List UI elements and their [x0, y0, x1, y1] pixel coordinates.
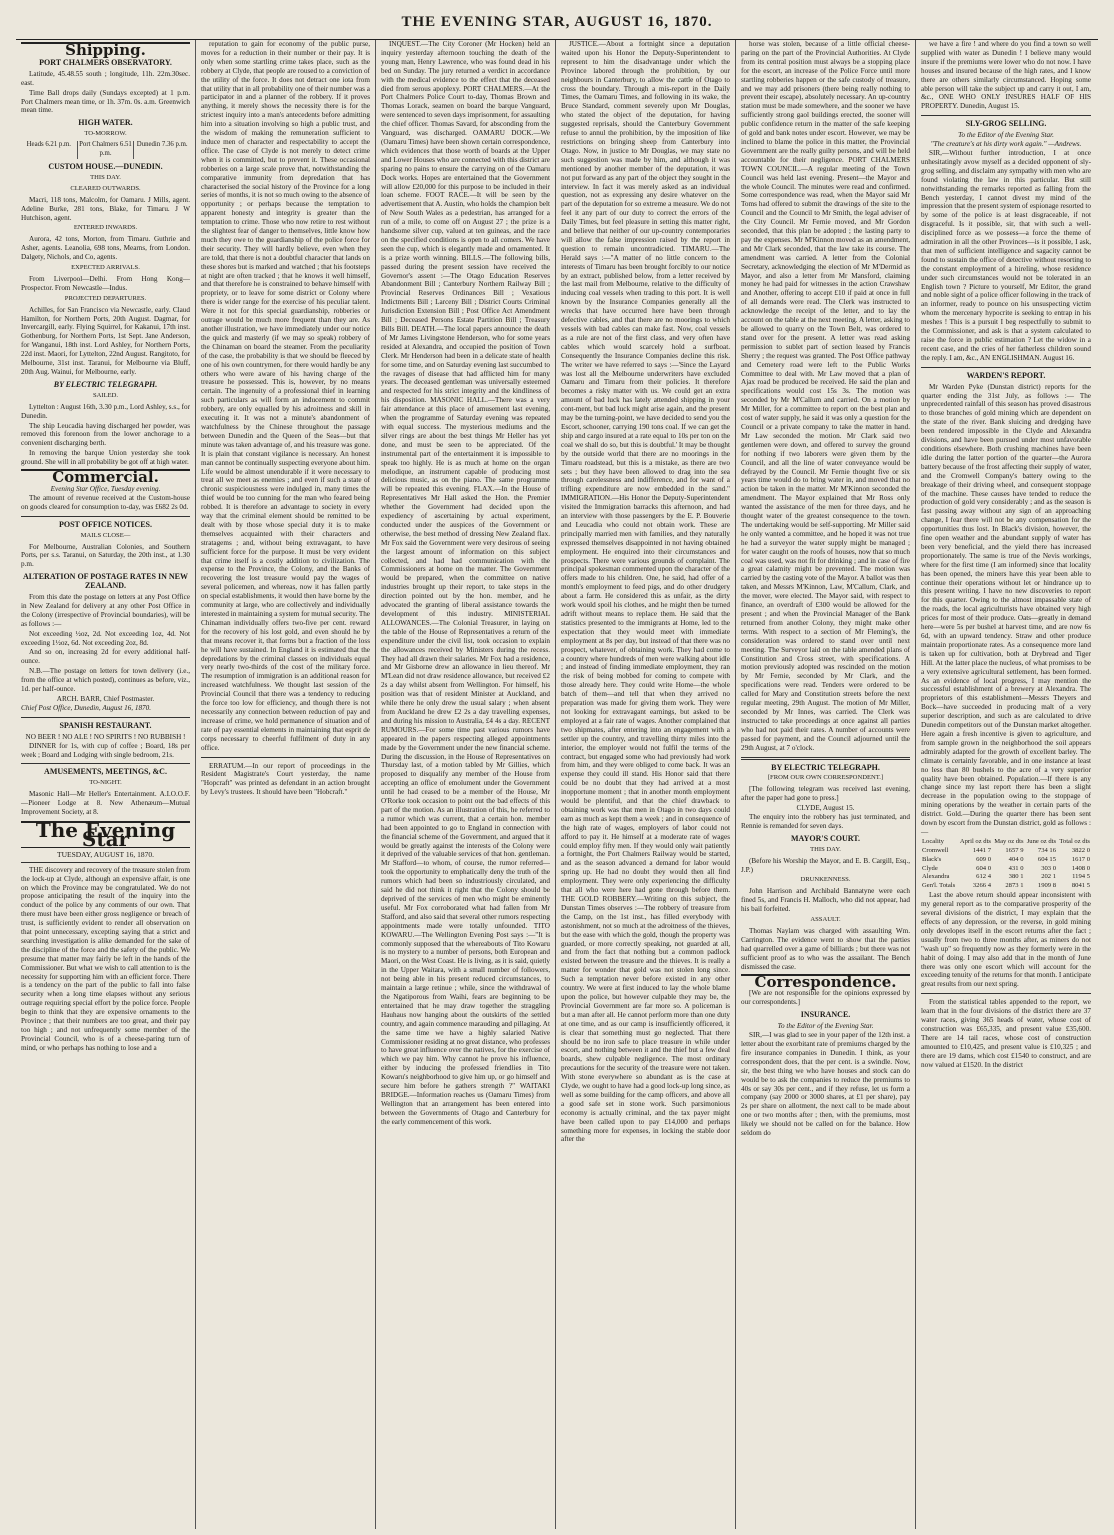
gold-table [921, 838, 1091, 891]
wardens-report-text: Mr Warden Pyke (Dunstan district) reports for the quarter ending the 31st July, as follows :— The unprecedented rainfall of this season has proved disastrous to those branches of gold mining which are dependent on the state of the river. Bank sluicing and dredging have been rendered impossible in the Clyde and Alexandra divisions, and have been pursued under most unfavorable conditions elsewhere. Both crushing machines have been idle during the latter portion of the quarter—the Aurora battery because of the frost affecting their supply of water, and the Cromwell Company's battery owing to the breakage of their driving wheel, and consequent stoppage of the machine. These causes have tended to reduce the production of gold very considerably ; and as the season is fast passing away without any sign of an approaching change, I fear there will not be any compensation for the opportunities thus lost. In Black's division, however, the fine open weather and the abundant supply of water has been very beneficial, and the yield there has increased proportionately. The same is true of the Nevis workings, where for the first time (I am informed) since that locality has been opened, the miners have this year been able to continue their operations without let or hindrance up to this present writing. I have no new discoveries to report for this quarter. Owing to the almost impassable state of the roads, the local agriculturists have obtained very high prices for most of their produce. Oats—greatly in demand here—were 5s per bushel at harvest time, and are now 6s 6d, with an upward tendency. Straw and other produce maintain proportionate rates. As a consequence more land is taken up for cultivation, both at Drybread and Tiger Hill. At the latter place the nucleus, of what promises to be a very extensive agricultural settlement, has been formed. As an evidence of local progress, I may mention the successful establishment of a brewery at Alexandra. The proprietors of this establishment—Messrs Theyers and Bock—have succeeded in producing malt of a very superior description, and such as are calculated to drive Dunedin competitors out of the Dunstan market altogether. Here again a fresh incentive is given to agriculture, and from sample grown in the neighborhood the soil appears admirably adapted for the growth of excellent barley. The climate is certainly favorable, and in one instance at least no less than 80 bushels to the acre of a very superior quality have been obtained. Population.—If there is any change since my last report there has been a slight decrease in the population owing to the stoppage of mining operations by the weather in certain parts of the district. Gold.—During the quarter there has been sent down by escort from the Dunstan district, gold as follows :— [921, 382, 1091, 836]
after-table-text: Last the above return should appear inconsistent with my general report as to the comparative prosperity of the several divisions of the district, I may explain that the effects of any depression, or the reverse, in gold mining only developes itself in the escort returns after the fact ; usually from two to three months after, as miners do not "wash up" so frequently now as they formerly were in the habit of doing. I may also add that in the month of June there was only one escort which will account for the exceeding tenuity of the returns for that month. I anticipate great results from our next spring. [921, 891, 1091, 989]
statistics-text: From the statistical tables appended to the report, we learn that in the four divisions of the district there are 37 water races, giving 365 heads of water, whose cost of construction was £65,335, and present value £35,600. There are 14 tail races, whose cost of construction amounted to £10,425, and present value is £10,325 ; and there are 19 dams, which cost £1540 to construct, and are now valued at £1520. In the district [921, 998, 1091, 1069]
divider [921, 993, 1091, 994]
sly-grog-heading: SLY-GROG SELLING. [965, 119, 1047, 129]
this-day-label: THIS DAY. [90, 173, 121, 181]
table-cell: Black's [922, 855, 942, 863]
table-cell: 8041 5 [1071, 882, 1090, 890]
table-cell: 202 1 [1041, 873, 1057, 881]
table-row [921, 865, 1091, 874]
tide-heads: Heads 6.21 p.m. [21, 141, 78, 159]
table-cell: 3822 0 [1071, 846, 1090, 854]
expected-text: From Liverpool—Delhi. From Hong Kong—Prospector. From Newcastle—Indus. [21, 274, 190, 292]
divider [921, 115, 1091, 116]
telegram-note: [The following telegram was received last evening, after the paper had gone to press.] [741, 785, 910, 803]
this-day-label-2: THIS DAY. [810, 845, 841, 853]
postage-heading: ALTERATION OF POSTAGE RATES IN NEW ZEALAND. [23, 572, 188, 591]
divider [21, 717, 190, 718]
custom-house-heading: CUSTOM HOUSE.—DUNEDIN. [48, 161, 163, 171]
leading-article: THE discovery and recovery of the treasure stolen from the lock-up at Clyde, although an expensive affair, is one on which the Province may be congratulated. We do not propose anticipating the result of the inquiry into the conduct of the police by any comments of our own. That there must have been either gross negligence or breach of trust, is sufficiently evident to render all observation on that point unnecessary, excepting saying that a strict and searching investigation is alike demanded for the sake of the discipline of the force and the safety of the public. We presume that matter may fairly be left in the hands of the Commissioner. But what we wish to call attention to is the necessity for supporting him with an efficient force. There is a tendency on the part of the public to fall into false security when a long time elapses without any serious outrage requiring special effort by the police force. People begin to think that they are expensive ornaments to the Province ; that their numbers are too great, and their pay too high ; and not unfrequently some member of the Provincial Council, who is of a cheese-paring turn of mind, or who perhaps has nothing to lose and a [21, 865, 190, 1052]
column-3 [376, 40, 556, 1529]
correspondence-heading: Correspondence. [741, 974, 910, 987]
divider [741, 757, 910, 760]
table-header-cell: Locality [922, 837, 944, 845]
table-cell: 612 4 [976, 873, 991, 881]
table-cell: 3266 4 [972, 882, 991, 890]
table-cell: 303 0 [1041, 864, 1057, 872]
table-cell: 734 16 [1037, 846, 1057, 854]
masthead: THE EVENING STAR, AUGUST 16, 1870. [16, 14, 1098, 40]
table-cell: 404 0 [1008, 855, 1024, 863]
amusements-heading: AMUSEMENTS, MEETINGS, &C. [44, 767, 167, 777]
removing-text: In removing the barque Union yesterday she took ground. She will in all probability be got off at high water. [21, 449, 190, 467]
rates-text: Not exceeding ½oz, 2d. Not exceeding 1oz, 4d. Not exceeding 1½oz, 6d. Not exceeding 2oz, 8d. [21, 629, 190, 647]
table-cell: 1909 8 [1037, 882, 1057, 890]
table-header-cell: June oz dts [1026, 837, 1057, 845]
table-cell: 2873 1 [1005, 882, 1024, 890]
local-news-text: INQUEST.—The City Coroner (Mr Hocken) held an inquiry yesterday afternoon touching the death of the young man, Henry Lawrence, who was found dead in his bed on Sunday. The jury returned a verdict in accordance with the medical evidence to the effect that the deceased died from serous apoplexy. PORT CHALMERS.—At the Port Chalmers Police Court to-day, Thomas Brown and Thomas Lorack, seamen on board the barque Vanguard, were sentenced to seven days imprisonment, for assaulting the chief officer. Thomas Savard, for absconding from the Vanguard, was discharged. OAMARU DOCK.—We (Oamaru Times) have been shown certain correspondence, which evidences that those worth of boards at the Upper and Lower Houses who are connected with this district are sparing no pains to ensure the carrying on of the Oamaru Dock works. Hopes are entertained that the Government will allow £20,000 for this purpose to be included in their loan scheme. FOOT RACE.—It will be seen by the advertisement that A. Austin, who holds the champion belt of New South Wales as a pedestrian, has arranged for a run of a mile, to come off on August 27 ; the prize is a handsome silver cup, valued at ten guineas, and the race on the specified conditions is open to all comers. We have seen the cup, which is elegantly made and ornamented. It is a prize worth winning. BILLS.—The following bills, passed during the present session have received the Governor's assent :—The Otago Education Reserves Abandonment Bill ; Canterbury Northern Railway Bill ; Provincial Reserves Ordinances Bill ; Vexatious Indictments Bill ; Larceny Bill ; District Courts Criminal Jurisdiction Extension Bill ; Post Office Act Amendment Bill ; Deceased Persons Estate Partition Bill ; Treasury Bills Bill. DEATH.—The local papers announce the death of Mr James Livingstone Henderson, who for some years resided at Alexandra, and occupied the position of Town Clerk. Mr Henderson had been in a delicate state of health for some time, and on Saturday evening last succumbed to the ravages of disease that had afflicted him for many years. The deceased gentleman was universally esteemed and respected for his strict integrity and the kindliness of his disposition. MASONIC HALL.—There was a very fair attendance at this place of amusement last evening, when the programme of Saturday evening was repeated with equal success. The mysterious mediums and the silver rings are about the best things Mr Heller has yet done, and must be seen to be appreciated. Of the instrumental part of the entertainment it is impossible to speak too highly. He is as much at home on the organ melodique, an instrument capable of producing most delicious music, as on the piano. The same programme will be repeated this evening. FLAX.—In the House of Representatives Mr Hall asked the Hon. the Premier whether the Government had decided upon the expediency of ascertaining by actual experiment, conducted under the auspices of the Government or otherwise, the best method of dressing New Zealand flax. Mr Fox said the Government were very desirous of seeing the largest amount of information on this subject collected, and had had communication with the Commissioners at home on the matter. The Government would be prepared, when the committee on native industries brought up their report, to take steps in the direction pointed out by the hon. member, and he advocated the granting of liberal assistance towards the development of this industry. MINISTERIAL ALLOWANCES.—The Colonial Treasurer, in laying on the table of the House of Representatives a return of the expenditure under the civil list, took occasion to explain the allowances received by Ministers during the recess. They had all drawn their salaries. Mr Fox had a residence, and Mr Gisborne drew an allowance in lieu thereof. Mr M'Lean did not draw residence allowance, but received £2 2s a day whilst absent from Wellington. For himself, his position was that of resident Minister at Auckland, and while there he only drew the usual salary ; when absent from Auckland he drew £2 2s a day travelling expenses, and during his mission to Australia, £4 4s a day. RECENT RUMOURS.—For some time past various rumors have appeared in the papers respecting alleged appointments made by the Government under the new financial scheme. During the discussion, in the House of Representatives on Thursday last, of a motion tabled by Mr Gillies, which proposed to disqualify any member of the House from accepting an office of emolument under the Government until he had ceased to be a member of the House, Mr O'Rorke took occasion to point out the bad effects of this part of the motion. As an illustration of this, he referred to a rumor which was current, that a certain hon. member had been appointed to go to England in connection with the financial scheme of the Government, and argued that it would be greatly against the interests of the Colony were it deprived of the valuable services of that hon. gentleman. Mr Stafford—to whom, of course, the rumor referred—took the opportunity to emphatically deny the truth of the rumors which had been so industriously circulated, and said he did not think it right that the Colony should be deprived of the services of men who might be eminently useful. Mr Fox corroborated what had fallen from Mr Stafford, and also said that several other rumors respecting appointments made were totally unfounded. TITO KOWARU.—The Wellington Evening Post says :—"It is commonly supposed that the whereabouts of Tito Kowaru is no mystery to a number of persons, both European and Maori, on the West Coast. He is living, as it is said, quietly in the Upper Waitara, with a small number of followers, not being able in his present reduced circumstances, to maintain a large retinue ; while, since the withdrawal of the Ngatiporous from Waihi, fears are beginning to be entertained that he may draw together the straggling Hauhaus now hanging about the outskirts of the settled country, and again commence marauding and pillaging. At the same time we have a highly salaried Native Commissioner residing at no great distance, who professes to have great influence over the natives, for the exercise of which we pay him. Why cannot he prove his influence, either by inducing the professed friendlies in Tito Kowaru's neighborhood to give him up, or go himself and secure him before he gathers strength ?" WAITAKI BRIDGE.—Information reaches us (Oamaru Times) from Wellington that an arrangement has been entered into between the Governments of Otago and Canterbury for the early commencement of this work. [381, 40, 550, 1126]
own-correspondent: [FROM OUR OWN CORRESPONDENT.] [767, 774, 884, 782]
newspaper-nameplate: The Evening Star [21, 821, 190, 848]
restaurant-subheading: NO BEER ! NO ALE ! NO SPIRITS ! NO RUBBISH ! [25, 732, 186, 741]
table-cell: 1194 5 [1072, 873, 1090, 881]
table-cell: 1617 0 [1071, 855, 1090, 863]
table-cell: 380 1 [1008, 873, 1024, 881]
mails-text: For Melbourne, Australian Colonies, and Southern Ports, per s.s. Taranui, on Saturday, the 20th inst., at 1.30 p.m. [21, 542, 190, 569]
latitude-text: Latitude, 45.48.55 south ; longitude, 11h. 22m.30sec. east. [21, 69, 190, 87]
tide-table [21, 141, 190, 159]
post-office-place: Chief Post Office, Dunedin, August 16, 1870. [21, 703, 152, 712]
table-row [921, 856, 1091, 865]
wardens-report-heading: WARDEN'S REPORT. [966, 370, 1046, 380]
sailed-text: Lyttelton : August 16th, 3.30 p.m., Lord Ashley, s.s., for Dunedin. [21, 402, 190, 420]
table-cell: 431 0 [1008, 864, 1024, 872]
column-5 [736, 40, 916, 1529]
gold-table-header [921, 838, 1091, 847]
table-cell: 604 0 [976, 864, 991, 872]
table-row [921, 847, 1091, 856]
local-news-continued: JUSTICE.—About a fortnight since a deputation waited upon his Honor the Deputy-Superintendent to represent to him the disadvantage under which the Province labored through the prohibition, by our neighbours in Canterbury, to allow the cattle of Otago to cross the boundary. Through a mis-report in the Daily Times, the Oamaru Times, and following in its wake, the Bruce Standard, comment severely upon Mr Douglas, who stated the object of the deputation, for having suggested reprisals, should the Canterbury Government refuse to annul the prohibition, by the imposition of like restrictions on bringing sheep from Canterbury into Otago. Now, in justice to Mr Douglas, we may state no such suggestion was made by him, and although it was mentioned by another member of the deputation, it was not put forward as any part of the object they sought in the interview. In fact it was merely asked as an individual question, not as expressing any desire whatever on the part of the deputation for so extreme a measure. We do not feel it any part of our duty to correct the errors of the Daily Times, but feel pleasure in setting this matter right, and believe that neither of our up-country contemporaries will allow the false impression raised by the report in question to remain uncontradicted. TIMARU.—The Herald says :—"A matter of no little concern to the interests of Timaru has been brought forcibly to our notice by an extract, published below, from a letter received by the last mail from Melbourne, relative to the difficulty of inducing coal vessels when trading to this port. It is well known by the Insurance Companies generally all the wrecks that have occurred here have been through defective cables, and that there are no moorings to which vessels with bad cables can make fast. Now, coal vessels as a rule are not of the first class, and very often have cables which would scarcely hold a surfboat. Consequently the Insurance Companies decline this risk. The writer we have referred to says :—'Since the Layard was lost all the Melbourne underwriters have excluded Oamaru and Timaru from their policies. It therefore becomes a risky matter with us. We could get an extra amount of bad luck has lately attended shipping in your cont-ment, but bad luck might arise again, and the present may be the turning-point, we have decided to send you the Escort, schooner, carrying 190 tons coal. If we can get the ship and cargo insured at a rate equal to 10s per ton on the coal we shall do so, but this is doubtful.' It may be thought by the outside world that there are no moorings in the Timaru roadstead, but this is a mistake, as there are two sets ; but they have been allowed to drag into the sea through carelessness and indifference, and for want of a trifling expenditure are now embedded in the sand." IMMIGRATION.—His Honor the Deputy-Superintendent visited the Immigration barracks this afternoon, and had an interview with those passengers by the E. P. Bouverie and Leucadia who could not obtain work. These are principally married men with families, and they naturally expressed themselves disappointed in not having obtained employment. He enquired into their circumstances and prospects. There were various grounds of complaint. The principal spokesman commented upon the character of the offers made to his children. One, he said, had offer of a month's employment to feed pigs, and do other drudgery about a farm. He considered this as unfair, as the dirty work would spoil his clothes, and he might then be turned adrift without means to replace them. He said that the statistics presented to the immigrants at Home, led to the expectation that they would meet with immediate employment at 8s per day, but instead of that there was no prospect, whatever, of obtaining work. They had come to a country where hundreds of men were walking about idle ; and instead of finding immediate employment, they ran the risk of being mobbed for coming to compete with those already here. They could write Home—the whole batch of them—and tell that when they arrived no preparation was made for giving them work. They were not looking for extravagant earnings, but asked to be employed at a fair rate of wages. Another complained that two shipmates, after entering into an engagement with a settler up the country, and travelling thirty miles into the interior, the employer would not fulfil the terms of the contract, but engaged some who had previously had work from him, and they were obliged to come back. It was an expense they could ill stand. His Honor said that there could be no doubt that they had arrived at a most inopportune moment ; that in another month employment would be plentiful, and that the chief drawback to obtaining work was that men in Otago in two days could earn as much as kept them a week ; and in consequence of the high rate of wages, employers of labor could not afford to pay it. He himself at a moderate rate of wages could employ fifty men. If they would only wait patiently a fortnight, the Port Chalmers Railway would be started, and as the season advanced a demand for labor would spring up. He had no doubt they would then all find employment. They were only experiencing the difficulty that all who were here had gone through before them. THE GOLD ROBBERY.—Writing on this subject, the Dunstan Times observes :—The robbery of treasure from the Camp, on the 1st inst., has filled everybody with astonishment, not so much at the adroitness of the thieves, but the ease with which the gold, though the property was guarded, or more correctly speaking, not guarded at all, and from the fact that nothing but a common padlock existed between the treasure and the thieves. It is really a matter for wonder that gold was not stolen long since. Such a temptation never before existed in any other country. We were at first induced to lay the whole blame upon the police, but however culpable they may be, the Provincial Government are far more so. A policeman is but a man after all. He cannot perform more than one duty at one time, and as our camp is insufficiently officered, it is clear that something must go neglected. That there should be no iron safe to place treasure in while under escort, and nothing between it and the thief but a few deal boards, shew culpable negligence. The most ordinary precautions for the security of the treasure were not taken. With stone everywhere so abundant as is the case at Clyde, we ought to have had a good lock-up long since, as well as some building for the camp officers, and above all a good safe set in stone work. Such parsimonious economy is actually criminal, and the tax payer might have been called upon to pay £14,000 and perhaps something more for expenses, in locking the stable door after the [561, 40, 730, 1144]
sly-grog-letter: SIR,—Without further introduction, I at once unhesitatingly avow myself as a decided opponent of sly-grog selling, and disclaim any sympathy with men who are found violating the law in this particular. But still notwithstanding the remarks reported as falling from the Bench yesterday, I cannot divest my mind of the impression that the present system of espionage resorted to by some of the police is at least disgraceable, if not disgraceful. Is it possible, sir, that with such a well-disciplined force as we possess—a force the theme of admiration in all the other Provinces—is it possible, I ask, that men of sufficient intelligence and sagacity cannot be found to sustain the office of detective without resorting to the constant employment of a hireling, whose residence under such circumstances would not be tolerated in an English town ? Picture to yourself, Mr Editor, the grand and noble sight of a police officer following in the track of an informer, ready to pounce on his unsuspecting victim whom the mercenary hypocrite is seeking to entrap in his meshes ! This is a pursuit I beg respectfully to submit to the Commissioner, and ask is that a system calculated to raise the force in public estimation ? Let the widow in a recent case, and the cries of her fatherless children sound the reply. I am, &c., AN ENGLISHMAN. August 16. [921, 148, 1091, 362]
insurance-letter-end: we have a fire ! and where do you find a town so well supplied with water as Dunedin ! I believe many would insure if the premiums were lower who do not now. I have houses and insured because of the high rates, and I know there are others similarly circumstanced. Hoping some able person will take the subject up and carry it out, I am, &c., ONE WHO ONLY INSURES HALF OF HIS PROPERTY. Dunedin, August 15. [921, 40, 1091, 111]
revenue-text: The amount of revenue received at the Custom-house on goods cleared for consumption to-day, was £682 2s 0d. [21, 493, 190, 511]
table-cell: 609 0 [976, 855, 991, 863]
divider [21, 516, 190, 517]
table-cell: 604 15 [1037, 855, 1057, 863]
entered-text: Aurora, 42 tons, Morton, from Timaru. Guthrie and Asher, agents. Leanolia, 698 tons, Mearns, from London. Dalgety, Nichols, and Co, agents. [21, 235, 190, 262]
entered-heading: ENTERED INWARDS. [73, 224, 138, 232]
clyde-dateline: CLYDE, August 15. [796, 804, 855, 813]
table-row [921, 873, 1091, 882]
observatory-heading: PORT CHALMERS OBSERVATORY. [39, 57, 172, 67]
leading-article-continued: reputation to gain for economy of the public purse, moves for a reduction in their number or their pay. It is only when some startling crime takes place, such as the robbery at Clyde, that people are roused to a conviction of the utility of the force. It does not detract one iota from that utility that in all probability one of their number was a participator in and a planner of the robbery. If it proves anything, it merely shows the necessity there is for the strictest inquiry into a man's antecedents before admitting him into a situation involving so high a public trust, and the wisdom of making the remuneration sufficient to induce men of character and respectability to accept the office. The case of Clyde is not merely to detect crime when it is committed, but to prevent it. These occasional robberies on a large scale prove that, notwithstanding the comparative immunity from depredation that has characterised the social history of the Province for a long series of months, it is not so much owing to the absence of opportunity ; or perhaps because the temptation to apparent honesty and integrity is greater than the temptation to crime. Those who now retire to rest without the slightest fear of danger to themselves, little know how much they owe to the guardianship of the police force for their security. They will hardly believe, even when they are told, that there is not a doubtful character that lands on these shores but is marked and watched ; that his footsteps at night are often tracked ; that he knows it well himself, and that therefore he is constrained to behave himself with propriety, or to leave for some district or Colony where there is wider range for the exercise of his peculiar talent. Were it not for this special guardianship, robberies or outrage would be much more frequent than they are. As another illustration, we have immediately under our notice the quick and masterly (if we may so speak) robbery of the Chinaman on board the steamer. From the peculiarity of the case, the probability is that we should be fleeced by one of his own countrymen, for there would hardly be any others who were aware of his having charge of the treasure he possessed. This is, however, by no means certain. The ingenuity of a professional thief in learning such particulars as will form an inducement to commit robbery, are only equalled by his adroitness and skill in executing it. It was not a minute's abandonment of watchfulness by the Chinese throughout the passage between Dunedin and the Queen of the Seas—but that minute was taken advantage of, and his treasure was gone. It is plain that constant vigilance is necessary. An honest man cannot be continually suspecting everyone about him. Life would be almost unendurable if it were necessary to treat all we meet as enemies ; and even if such a state of chronic suspiciousness were indulged in, many times the thief would be too cunning for the man who feared being robbed. It is therefore an advantage to society in every way that the criminal element should be remitted to be dealt with by those whose special duty it is to make themselves acquainted with their characters and stratagems ; and, without being extravagant, to have sufficient force for the purpose. It must be very evident that crime itself is a costly addition to civilization. The expense to the Province, the Colony, and the Banks of recovering the lost treasure would pay the wages of several policemen, and whereas, now it has fallen partly on special establishments, it would then have borne by the community at large, who are collectively and individually interested in maintaining a system for mutual security. The Chinaman individually offers two-five per cent. reward for the recovery of his lost gold, and even should he by that means recover it, that forms but a fraction of the loss he will have sustained. In England it is estimated that the depredations by the criminal classes on individuals equal very nearly two-thirds of the cost of the military force. The resumption of immigration is an additional reason for increased watchfulness. We thought last session of the Provincial Council that there was a tendency to reducing the force too low for efficiency, and though there is not necessarily any connection between reduction of pay and increase of crime, we hold permanence of situation and of rate of pay essential elements in maintaining that esprit de corps necessary to cheerful fulfilment of duty in any office. [201, 40, 370, 752]
assault-heading: ASSAULT. [810, 916, 841, 924]
insurance-addressee: To the Editor of the Evening Star. [777, 1022, 874, 1031]
drunkenness-heading: DRUNKENNESS. [800, 876, 851, 884]
departures-text: Achilles, for San Francisco via Newcastle, early. Claud Hamilton, for Northern Ports, 20th August. Dagmar, for Invercargill, early. Flying Squirrel, for Kakanui, 17th inst. Gothenburg, for Northern Ports, 1st Sept. Jane Anderson, for Wanganui, 18th inst. Lord Ashley, for Northern Ports, 22d inst. Maori, for Lyttelton, 22nd August. Rangitoto, for Melbourne, 31st inst. Taranui, for Melbourne via Bluff, 20th Aug. Wainui, for Melbourne, early. [21, 305, 190, 376]
sly-grog-addressee: To the Editor of the Evening Star. [958, 131, 1054, 140]
restaurant-heading: SPANISH RESTAURANT. [59, 720, 152, 730]
postage-text: From this date the postage on letters at any Post Office in New Zealand for delivery at any other Post Office in the Colony (irrespective of Provincial boundaries), will be as follows :— [21, 593, 190, 628]
office-line: Evening Star Office, Tuesday evening. [50, 484, 161, 493]
dinner-text: DINNER for 1s, with cup of coffee ; Board, 18s per week ; Board and Lodging with single bedroom, 21s. [21, 741, 190, 759]
before-text: (Before his Worship the Mayor, and E. B. Cargill, Esq., J.P.) [741, 856, 910, 874]
amusements-text: Masonic Hall—Mr Heller's Entertainment. A.I.O.O.F.—Pioneer Lodge at 8. New Athenæum—Mutual Improvement Society, at 8. [21, 790, 190, 817]
table-cell: Clyde [922, 864, 938, 872]
mails-close-label: MAILS CLOSE— [80, 531, 131, 539]
table-header-cell: April oz dts [959, 837, 991, 845]
columns [16, 40, 1098, 1529]
telegram-text: The enquiry into the robbery has just terminated, and Rennie is remanded for seven days. [741, 813, 910, 830]
tonight-label: TO-NIGHT. [89, 779, 122, 787]
column-2 [196, 40, 376, 1529]
tide-port-chalmers: Port Chalmers 6.51 p.m. [78, 141, 135, 159]
column-6 [916, 40, 1096, 1529]
expected-heading: EXPECTED ARRIVALS. [71, 264, 140, 272]
disclaimer-text: [We are not responsible for the opinions expressed by our correspondents.] [741, 989, 910, 1007]
table-header-cell: Total oz dts [1059, 837, 1090, 845]
cleared-text: Macri, 118 tons, Malcolm, for Oamaru. J Mills, agent. Adeline Burke, 281 tons, Blake, for Timaru. J W Hutchison, agent. [21, 195, 190, 222]
divider [21, 763, 190, 764]
town-council-text: horse was stolen, because of a little official cheese-paring on the part of the Provincial Authorities. At Clyde from its central position must always be a stopping place for the escort, an increase of the Police Force until more startling robberies happen or the safe custody of treasure, and we may add prisoners (there being really nothing to prevent their escape), absolutely necessary. An up-country station must be made somewhere, and the sooner we have sufficiently strong gaol buildings erected, the sooner will public confidence return in the matter of the safe keeping of gold and bank notes under escort. However, we may be inclined to blame the police in this matter, the Provincial Government are the really guilty persons, and will be held accountable for their negligence. PORT CHALMERS TOWN COUNCIL.—A regular meeting of the Town Council was held last evening. Present—the Mayor and the whole Council. The minutes were read and confirmed. Some correspondence was read, when the Mayor said Mr Toms had offered to submit the drawings of the site to the Council and the Council to Mr Smith, the legal adviser of the City Council. Mr Fernie moved, and Mr Gordon seconded, that this plan be adopted ; the lasting party to pay the expenses. Mr M'Kinnon moved as an amendment, and Mr Clark seconded, that the law take its course. The amendment was carried. A letter from the Colonial Secretary, acknowledging the election of Mr M'Dermid as Mayor, and also a letter from Mr Mansford, claiming money he had paid for witnesses in the action Crawshaw and Another, offering to accept £10 if paid at once in full of all demands were read. The Clerk was instructed to acknowledge the receipt of the letter, and to lay the account on the table at the next meeting. A letter, asking to be allowed to quarry on the Town Belt, was ordered to stand over for the present. A letter was read asking permission to sublet part of section leased by Francis Sherry ; the request was granted. The Post Office pathway and Cemetery road were left to the Public Works Committee to deal with. Mr Law moved that a plan of Ajax road be produced be received. He said the plan and specifications would cost 15s 3s. The motion was seconded by Mr M'Callum and carried. On a motion by Mr Miller, for a committee to report on the best plan and cost of water supply, he said it was only a question for the Council or a private company to take the matter in hand. Mr Law seconded the motion. Mr Clark said two gentlemen were down, and offered to survey the ground for nothing if two laborers were given them by the Council, and all the line of water conveyance would be defrayed by the Council. Mr Fernie thought five or six years time would do to bring water in, and moved that no action be taken in the matter. Mr M'Kinnon seconded the amendment. The Mayor explained that Mr Ross only wanted the assistance of the men for three days, and he thought water of the greatest consequence to the town. The undertaking would be self-supporting. Mr Miller said he only wanted a committee, and he hoped it was not true he had a surveyor the water supply might be managed ; for water caught on the roofs of houses, now that so much coal was used, was not fit for drinking ; and in case of fire a great calamity might be prevented. The motion was carried by the casting vote of the Mayor. A ballot was then taken, and Messrs M'Kinnon, Law, M'Callum, Clark, and the mover, were elected. The Mayor said, with respect to finance, an overdraft of £300 would be allowed for the present ; and when the Provincial Manager of the Bank returned from another Colony, they might make other terms. With respect to a section of Mr Fleming's, the consideration was ordered to stand over until next meeting. The Surveyor laid on the table amended plans of Constitution and Cross street, with specifications. A motion previously adopted was rescinded on the motion by Mr Fernie, seconded by Mr Clark, and the specifications were read. Tenders were ordered to be called for Mary and Constitution streets before the next regular meeting, 29th August. The motion of Mr Miller, seconded by Mr Innes, was carried. The Clerk was instructed to take proceedings at once against all parties who had not paid their rates. A number of accounts were passed for payment, and the Council adjourned until the 29th August, at 7 o'clock. [741, 40, 910, 752]
nb-text: N.B.—The postage on letters for town delivery (i.e., from the office at which posted), continues as before, viz., 1d. per half-ounce. [21, 667, 190, 694]
telegraph-heading-2: BY ELECTRIC TELEGRAPH. [771, 762, 880, 772]
table-cell: Gen'l. Totals [922, 882, 956, 890]
column-1 [16, 40, 196, 1529]
insurance-letter: SIR,—I was glad to see in your paper of the 12th inst. a letter about the exorbitant rate of premiums charged by the fire insurance companies in Dunedin. I think, as your correspondent does, that the per cent. is a swindle. Now, sir, the best thing we who have houses and stock can do would be to ask the companies to reduce the premiums to 40s or say 30s per cent., and if they refuse, let us form a company (say 2000 or 3000 shares, at £1 per share), pay 2s per share on allotment, the next call to be made about one or two months after ; then, with the premiums, most likely we should not be called on for the balance. How seldom do [741, 1031, 910, 1138]
insurance-heading: INSURANCE. [800, 1010, 851, 1020]
sly-grog-quote: "The creature's at his dirty work again." —Andrews. [930, 140, 1082, 149]
cleared-heading: CLEARED OUTWARDS. [70, 184, 141, 192]
mayors-court-heading: MAYOR'S COURT. [790, 833, 861, 843]
divider [921, 367, 1091, 368]
dateline: TUESDAY, AUGUST 16, 1870. [21, 851, 190, 863]
table-total-row [921, 882, 1091, 891]
timeball-text: Time Ball drops daily (Sundays excepted) at 1 p.m. Port Chalmers mean time, or 1h. 37m. 0s. a.m. Greenwich mean time. [21, 88, 190, 115]
erratum-text: ERRATUM.—In our report of proceedings in the Resident Magistrate's Court yesterday, the name "Hopcraft" was printed as defendant in an action brought by Levy's trustees. It should have been "Hobcraft." [201, 761, 370, 797]
leucadia-text: The ship Leucadia having discharged her powder, was removed this forenoon from the lower anchorage to a convenient discharging berth. [21, 421, 190, 448]
postmaster-signature: ARCH. BARR, Chief Postmaster. [56, 695, 155, 703]
shipping-heading: Shipping. [21, 42, 190, 55]
table-cell: Cromwell [922, 846, 949, 854]
high-water-heading: HIGH WATER. [78, 118, 133, 128]
table-cell: 1657 9 [1005, 846, 1024, 854]
commercial-heading: Commercial. [21, 469, 190, 482]
tide-dunedin: Dunedin 7.36 p.m. [136, 141, 188, 149]
sailed-label: SAILED. [92, 391, 119, 399]
column-4 [556, 40, 736, 1529]
rates-more-text: And so on, increasing 2d for every additional half-ounce. [21, 648, 190, 666]
divider [201, 757, 370, 758]
table-cell: 1408 0 [1071, 864, 1090, 872]
table-header-cell: May oz dts [994, 837, 1024, 845]
telegraph-heading: BY ELECTRIC TELEGRAPH. [53, 379, 158, 389]
departures-heading: PROJECTED DEPARTURES. [64, 294, 147, 302]
post-office-heading: POST OFFICE NOTICES. [59, 519, 152, 529]
assault-text: Thomas Naylam was charged with assaulting Wm. Carrington. The evidence went to show that the parties had quarrelled over a game of billiards ; but there was not sufficient proof as to who was the assailant. The Bench dismissed the case. [741, 927, 910, 971]
drunkenness-text: John Harrison and Archibald Bannatyne were each fined 5s, and Francis H. Malloch, who did not appear, had his bail forfeited. [741, 887, 910, 914]
table-cell: 1441 7 [972, 846, 991, 854]
tomorrow-label: TO-MORROW. [84, 130, 127, 138]
table-cell: Alexandra [922, 873, 950, 881]
